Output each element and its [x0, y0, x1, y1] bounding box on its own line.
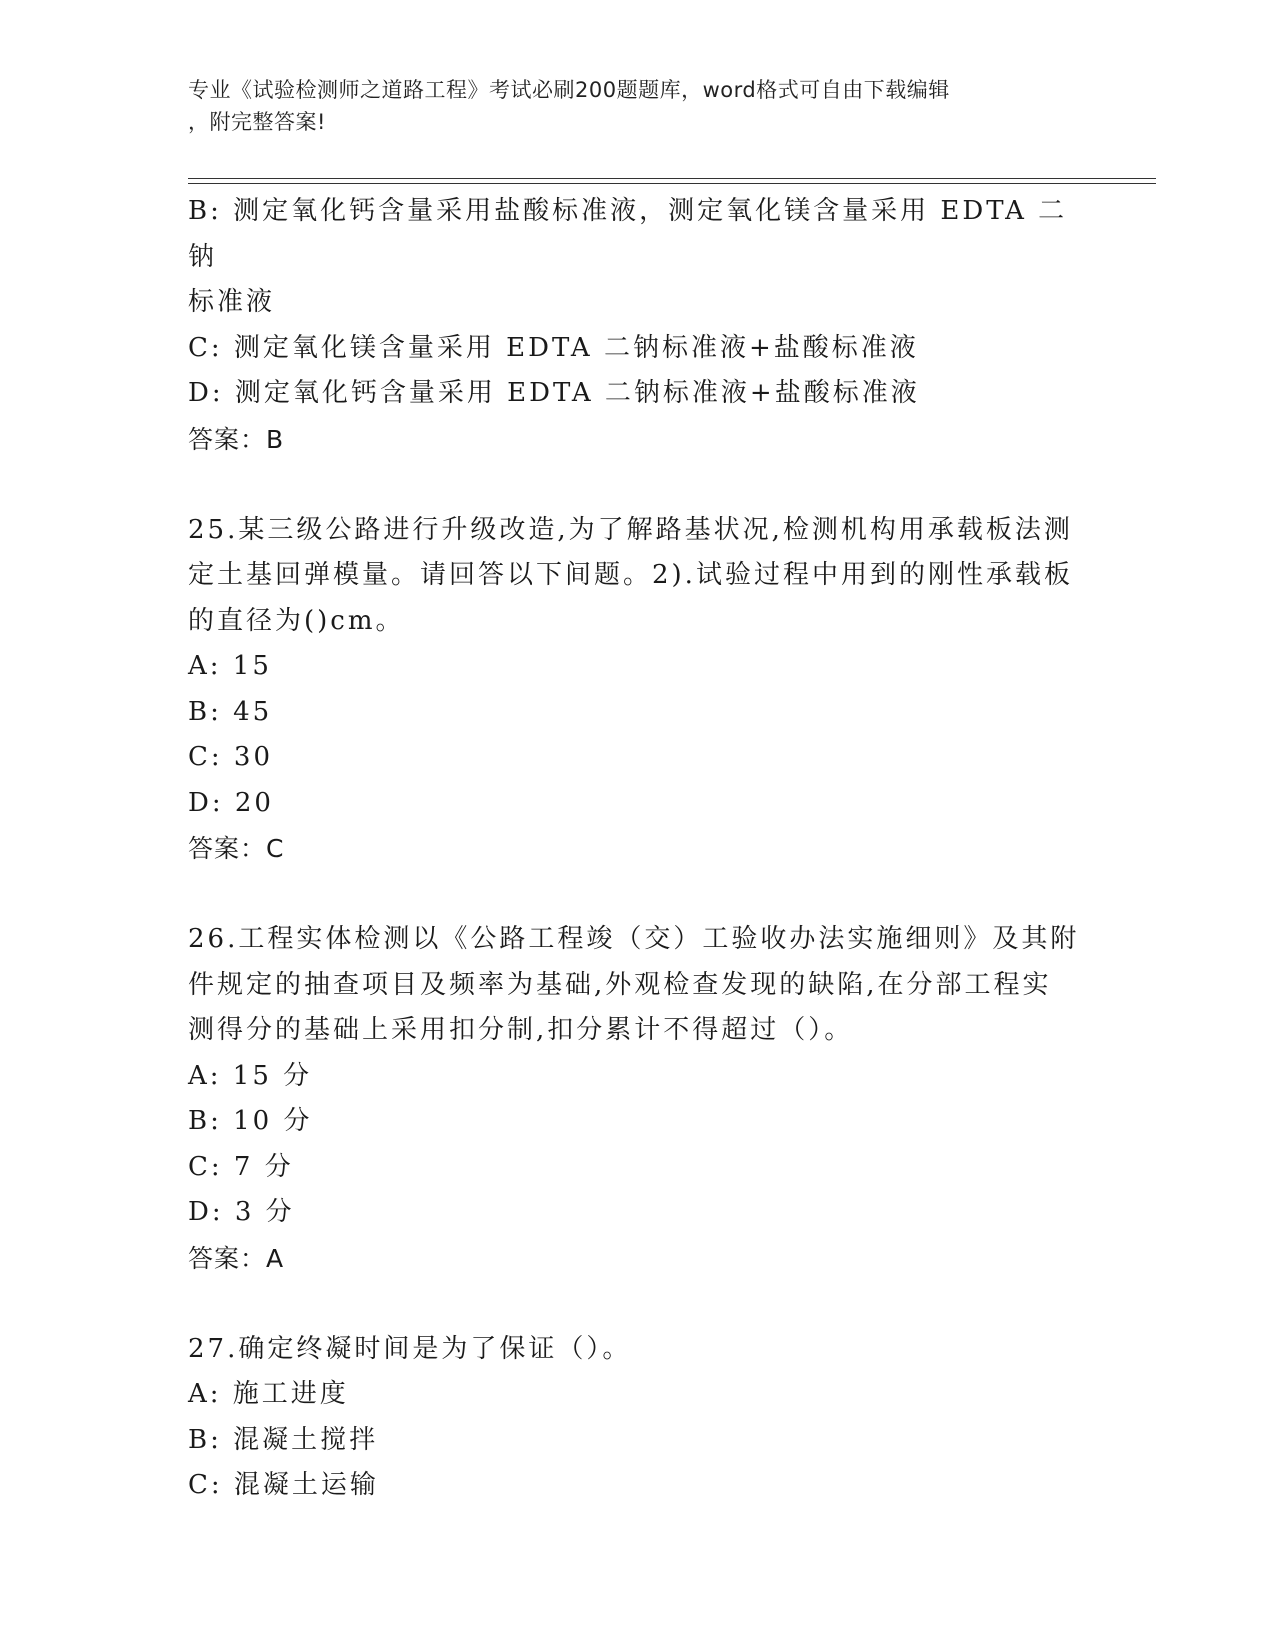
question-text-line: 测得分的基础上采用扣分制,扣分累计不得超过（）。 — [188, 1015, 854, 1045]
option-b: B: 测定氧化钙含量采用盐酸标准液，测定氧化镁含量采用 EDTA 二钠 — [188, 196, 1068, 272]
option-d: D: 3 分 — [188, 1197, 295, 1227]
header-divider-top — [188, 178, 1156, 179]
option-b-continued: 标准液 — [188, 287, 276, 317]
answer-line: 答案：B — [188, 424, 285, 454]
question-text-line: 25.某三级公路进行升级改造,为了解路基状况,检测机构用承载板法测 — [188, 514, 1073, 545]
page-header — [188, 74, 1068, 138]
question-text-line: 定土基回弹模量。请回答以下间题。2).试验过程中用到的刚性承载板 — [188, 560, 1073, 590]
option-d: D: 20 — [188, 787, 274, 818]
question-text-line: 的直径为()cm。 — [188, 605, 405, 636]
option-a: A: 15 分 — [188, 1060, 313, 1091]
option-b: B: 混凝土搅拌 — [188, 1424, 379, 1455]
option-a: A: 15 — [188, 651, 272, 681]
question-text-line: 件规定的抽查项目及频率为基础,外观检查发现的缺陷,在分部工程实 — [188, 969, 1052, 1000]
option-a: A: 施工进度 — [188, 1379, 349, 1409]
question-list — [188, 189, 1088, 1509]
question-text-line: 27.确定终凝时间是为了保证（）。 — [188, 1333, 632, 1364]
answer-line: 答案：C — [188, 834, 285, 863]
option-d: D: 测定氧化钙含量采用 EDTA 二钠标准液+盐酸标准液 — [188, 378, 920, 408]
question-24-tail — [188, 189, 1088, 462]
option-b: B: 10 分 — [188, 1106, 313, 1136]
header-title-line1: 专业《试验检测师之道路工程》考试必刷200题题库，word格式可自由下载编辑 — [188, 78, 950, 102]
spacer — [188, 1281, 1088, 1327]
spacer — [188, 872, 1088, 918]
question-27 — [188, 1327, 1088, 1509]
option-c: C: 测定氧化镁含量采用 EDTA 二钠标准液+盐酸标准液 — [188, 332, 919, 363]
header-divider-bottom — [188, 183, 1156, 184]
question-text-line: 26.工程实体检测以《公路工程竣（交）工验收办法实施细则》及其附 — [188, 924, 1080, 954]
option-c: C: 7 分 — [188, 1151, 294, 1182]
answer-line: 答案：A — [188, 1243, 285, 1273]
question-25 — [188, 508, 1088, 872]
option-c: C: 混凝土运输 — [188, 1470, 379, 1500]
option-c: C: 30 — [188, 742, 274, 772]
option-b: B: 45 — [188, 696, 273, 727]
question-26 — [188, 917, 1088, 1281]
spacer — [188, 462, 1088, 508]
header-title-line2: ，附完整答案! — [188, 110, 326, 134]
